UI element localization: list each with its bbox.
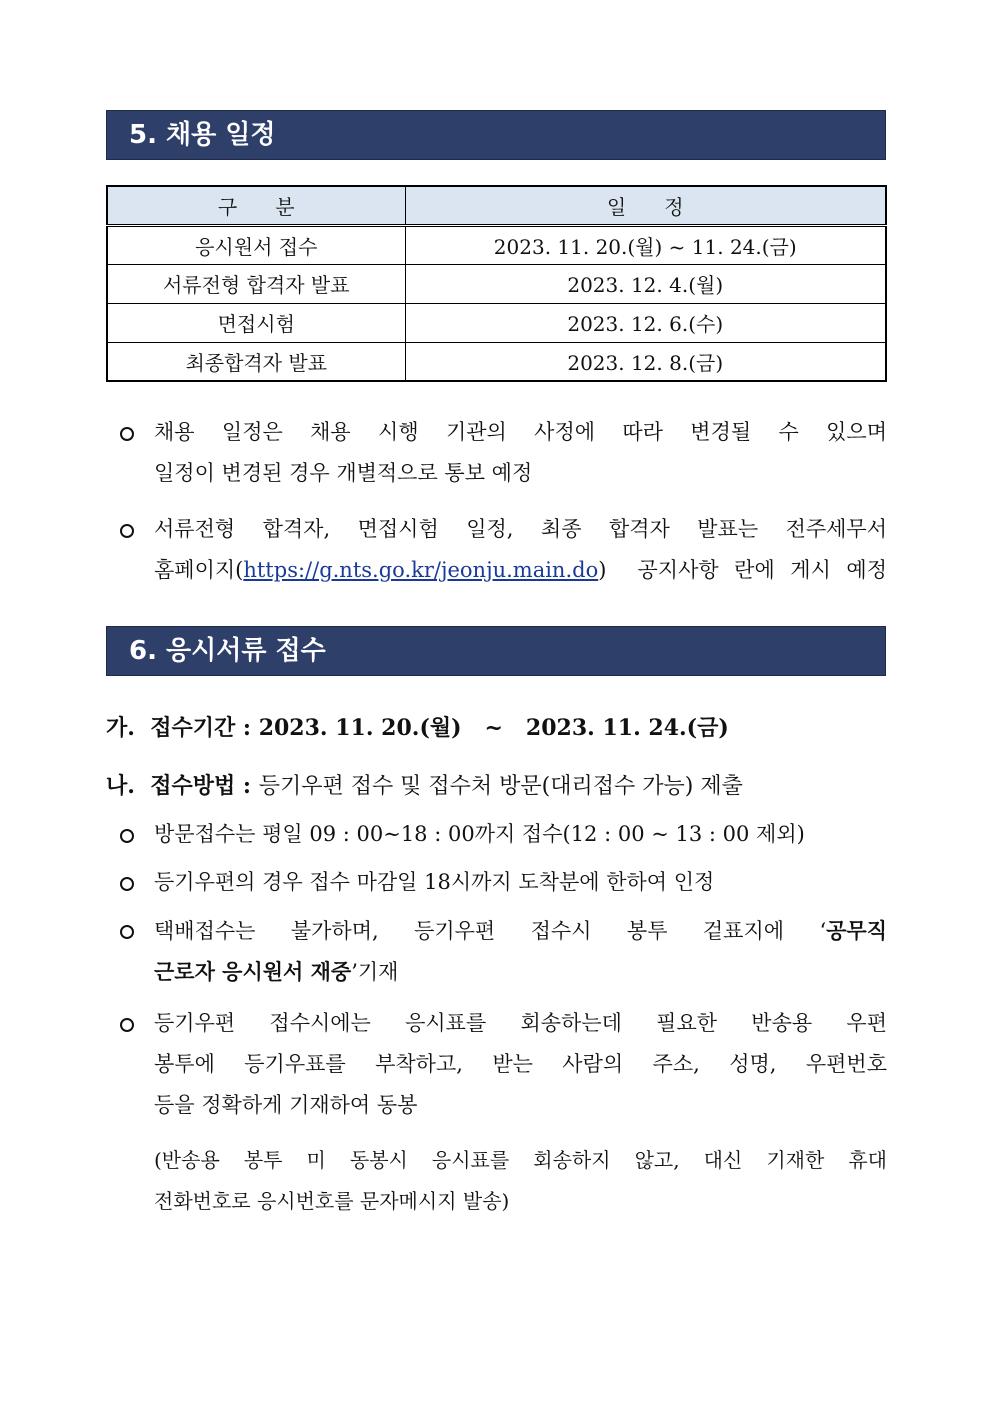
table-row bbox=[107, 303, 886, 342]
note-line bbox=[154, 951, 887, 993]
schedule-table bbox=[106, 185, 887, 382]
table-header-row bbox=[107, 186, 886, 225]
note-line: 등기우편 접수시에는 응시표를 회송하는데 필요한 반송용 우편 bbox=[154, 1011, 887, 1035]
note-line: 서류전형 합격자, 면접시험 일정, 최종 합격자 발표는 전주세무서 bbox=[154, 517, 887, 541]
header-category: 구 분 bbox=[107, 186, 405, 225]
note-line: 전화번호로 응시번호를 문자메시지 발송) bbox=[154, 1189, 510, 1213]
note-text: ’기재 bbox=[351, 960, 399, 984]
note-line: 방문접수는 평일 09 : 00∼18 : 00까지 접수(12 : 00 ~ 13 : 00 제외) bbox=[154, 822, 805, 846]
circle-bullet-icon bbox=[120, 1018, 134, 1032]
circle-bullet-icon bbox=[120, 427, 134, 441]
note-text: 택배접수는 불가하며, 등기우편 접수시 봉투 겉표지에 ‘ bbox=[154, 919, 827, 943]
period-value: 2023. 11. 20.(월) ~ 2023. 11. 24.(금) bbox=[258, 715, 729, 741]
table-row bbox=[107, 264, 886, 303]
header-schedule: 일 정 bbox=[405, 186, 886, 225]
table-row bbox=[107, 225, 886, 264]
note-line: 일정이 변경된 경우 개별적으로 통보 예정 bbox=[154, 461, 533, 485]
method-value: 등기우편 접수 및 접수처 방문(대리접수 가능) 제출 bbox=[258, 774, 743, 799]
note-line bbox=[154, 910, 887, 952]
row-date: 2023. 12. 8.(금) bbox=[405, 342, 886, 381]
circle-bullet-icon bbox=[120, 925, 134, 939]
section-5-title: 5. 채용 일정 bbox=[129, 120, 276, 150]
method-line bbox=[106, 766, 743, 807]
note-line bbox=[154, 550, 887, 591]
note-emphasis: 근로자 응시원서 재중 bbox=[154, 959, 352, 984]
note-suffix: ) 공지사항 란에 게시 예정 bbox=[598, 558, 887, 582]
note-line: 등기우편의 경우 접수 마감일 18시까지 도착분에 한하여 인정 bbox=[154, 870, 715, 894]
circle-bullet-icon bbox=[120, 829, 134, 843]
note-line: 등을 정확하게 기재하여 동봉 bbox=[154, 1093, 418, 1117]
section-6-title: 6. 응시서류 접수 bbox=[129, 636, 326, 666]
section-6-header bbox=[106, 626, 886, 676]
period-label: 가. 접수기간 : bbox=[106, 715, 259, 741]
note-line: 봉투에 등기우표를 부착하고, 받는 사람의 주소, 성명, 우편번호 bbox=[154, 1052, 887, 1076]
row-label: 응시원서 접수 bbox=[107, 225, 405, 264]
method-label: 나. 접수방법 : bbox=[106, 773, 259, 799]
row-date: 2023. 12. 6.(수) bbox=[405, 303, 886, 342]
row-label: 최종합격자 발표 bbox=[107, 342, 405, 381]
homepage-link[interactable]: https://g.nts.go.kr/jeonju.main.do bbox=[243, 558, 599, 582]
row-date: 2023. 11. 20.(월) ~ 11. 24.(금) bbox=[405, 225, 886, 264]
section-5-header bbox=[106, 110, 886, 160]
note-prefix: 홈페이지( bbox=[154, 558, 244, 582]
circle-bullet-icon bbox=[120, 877, 134, 891]
note-line: (반송용 봉투 미 동봉시 응시표를 회송하지 않고, 대신 기재한 휴대 bbox=[154, 1148, 887, 1172]
note-line: 채용 일정은 채용 시행 기관의 사정에 따라 변경될 수 있으며 bbox=[154, 420, 887, 444]
row-label: 서류전형 합격자 발표 bbox=[107, 264, 405, 303]
row-date: 2023. 12. 4.(월) bbox=[405, 264, 886, 303]
circle-bullet-icon bbox=[120, 524, 134, 538]
row-label: 면접시험 bbox=[107, 303, 405, 342]
period-line bbox=[106, 708, 729, 749]
note-emphasis: 공무직 bbox=[826, 918, 887, 943]
table-row bbox=[107, 342, 886, 381]
